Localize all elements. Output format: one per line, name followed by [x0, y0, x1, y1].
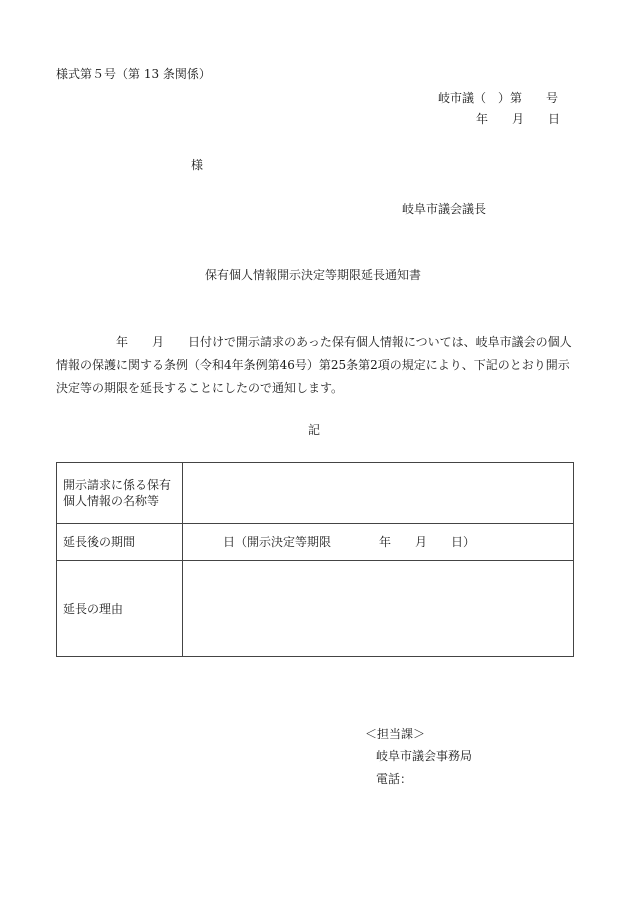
contact-phone-label: 電話：: [376, 772, 413, 786]
document-date: 年 月 日: [476, 112, 561, 126]
ki-heading: 記: [308, 423, 321, 437]
notice-body: [56, 331, 586, 400]
body-line: 年 月 日付けで開示請求のあった保有個人情報については、岐阜市議会の個人: [56, 335, 572, 349]
document-title: 保有個人情報開示決定等期限延長通知書: [205, 268, 422, 282]
contact-office: 岐阜市議会事務局: [376, 749, 473, 763]
form-number-label: 様式第５号（第 13 条関係）: [56, 67, 211, 81]
document-number: 岐市議（ ）第 号: [438, 91, 559, 105]
table-row-info-name: [57, 463, 574, 524]
row-value-info-name[interactable]: [183, 463, 574, 524]
row-label-info-name: 開示請求に係る保有 個人情報の名称等: [57, 463, 183, 524]
body-line: 情報の保護に関する条例（令和4年条例第46号）第25条第2項の規定により、下記のとおり開示: [56, 358, 570, 372]
details-table: [56, 462, 574, 657]
recipient-honorific: 様: [191, 158, 204, 172]
row-value-reason[interactable]: [183, 561, 574, 657]
table-row-reason: [57, 561, 574, 657]
sender-name: 岐阜市議会議長: [402, 202, 487, 216]
table-row-extended-period: [57, 524, 574, 561]
body-line: 決定等の期限を延長することにしたので通知します。: [56, 381, 344, 395]
row-value-extended-period[interactable]: 日（開示決定等期限 年 月 日）: [183, 524, 574, 561]
row-label-extended-period: 延長後の期間: [57, 524, 183, 561]
row-label-reason: 延長の理由: [57, 561, 183, 657]
contact-heading: ＜担当課＞: [365, 727, 426, 741]
